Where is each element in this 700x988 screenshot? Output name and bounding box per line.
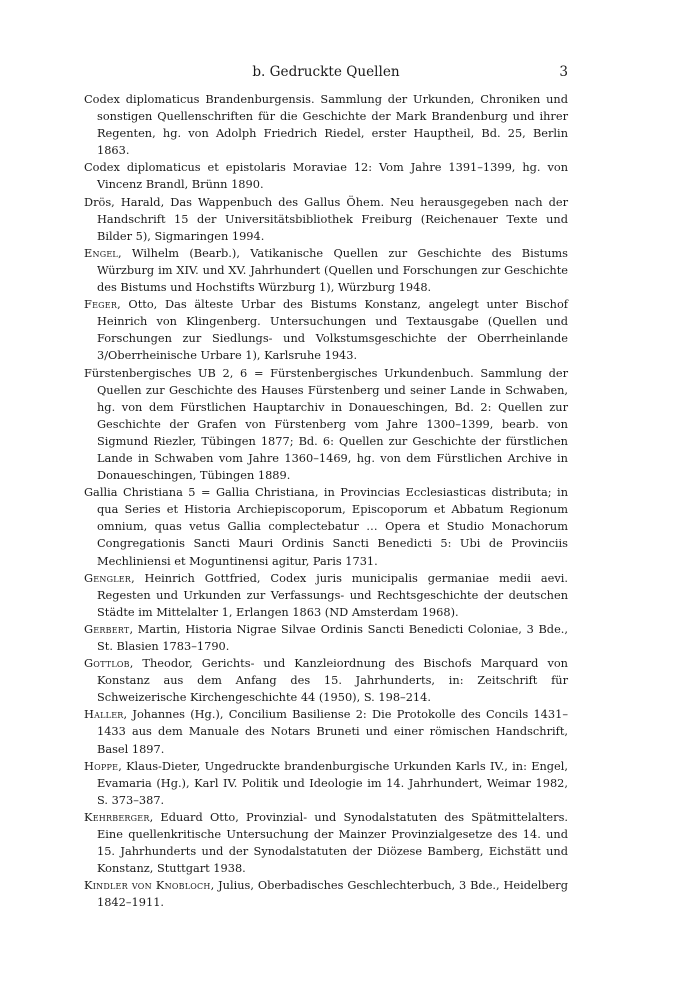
- entry-text: , Klaus-Dieter, Ungedruckte brandenburgische Urkunden Karls IV., in: Engel, Evamaria (Hg.), Karl IV. Politik und Ideologie im 14. Jahrhundert, Weimar 1982, S. 373–387.: [97, 758, 568, 807]
- entry-text: Drös, Harald, Das Wappenbuch des Gallus Öhem. Neu herausgegeben nach der Handschrift 15 der Universitätsbibliothek Freiburg (Reichenauer Texte und Bilder 5), Sigmaringen 1994.: [84, 194, 568, 243]
- bibliography-entry: [84, 570, 568, 621]
- bibliography-entry: [84, 365, 568, 485]
- bibliography-entry: [84, 484, 568, 569]
- entry-text: , Eduard Otto, Provinzial- und Synodalstatuten des Spätmittelalters. Eine quellenkritische Untersuchung der Mainzer Provinzialgesetze des 14. und 15. Jahrhunderts und der Synodalstatuten der Diözese Bamberg, Eichstätt und Konstanz, Stuttgart 1938.: [97, 809, 568, 876]
- bibliography-entry: [84, 159, 568, 193]
- entry-text: , Otto, Das älteste Urbar des Bistums Konstanz, angelegt unter Bischof Heinrich von Klingenberg. Untersuchungen und Textausgabe (Quellen und Forschungen zur Siedlungs- und Volkstumsgeschichte der Oberrheinlande 3/Oberrheinische Urbare 1), Karlsruhe 1943.: [97, 297, 568, 363]
- entry-text: Gallia Christiana 5 = Gallia Christiana, in Provincias Ecclesiasticas distributa; in qua Series et Historia Archiepiscoporum, Episcoporum et Abbatum Regionum omnium, quas vetus Gallia complectebatur … Opera et Studio Monachorum Congregationis Sancti Mauri Ordinis Sancti Benedicti 5: Ubi de Provinciis Mechliniensi et Moguntinensi agitur, Paris 1731.: [84, 485, 568, 568]
- bibliography-list: [84, 91, 568, 912]
- entry-text: , Julius, Oberbadisches Geschlechterbuch, 3 Bde., Heidelberg 1842–1911.: [97, 878, 568, 910]
- entry-text: , Heinrich Gottfried, Codex juris municipalis germaniae medii aevi. Regesten und Urkunden zur Verfassungs- und Rechtsgeschichte der deutschen Städte im Mittelalter 1, Erlangen 1863 (ND Amsterdam 1968).: [97, 570, 568, 619]
- running-head: b. Gedruckte Quellen: [252, 64, 400, 80]
- page-header: [84, 62, 568, 82]
- entry-text: , Johannes (Hg.), Concilium Basiliense 2: Die Protokolle des Concils 1431–1433 aus dem Manuale des Notars Bruneti und einer römischen Handschrift, Basel 1897.: [97, 707, 568, 756]
- entry-text: Codex diplomaticus et epistolaris Moraviae 12: Vom Jahre 1391–1399, hg. von Vincenz Brandl, Brünn 1890.: [84, 160, 568, 192]
- entry-author: Engel: [84, 245, 118, 260]
- entry-text: Fürstenbergisches UB 2, 6 = Fürstenbergisches Urkundenbuch. Sammlung der Quellen zur Geschichte des Hauses Fürstenberg und seiner Lande in Schwaben, hg. von dem Fürstlichen Hauptarchiv in Donaueschingen, Bd. 2: Quellen zur Geschichte der Grafen von Fürstenberg vom Jahre 1300–1399, bearb. von Sigmund Riezler, Tübingen 1877; Bd. 6: Quellen zur Geschichte der fürstlichen Lande in Schwaben vom Jahre 1360–1469, hg. von dem Fürstlichen Archive in Donaueschingen, Tübingen 1889.: [84, 365, 568, 483]
- bibliography-entry: [84, 706, 568, 757]
- entry-author: Hoppe: [84, 758, 119, 773]
- entry-text: , Theodor, Gerichts- und Kanzleiordnung des Bischofs Marquard von Konstanz aus dem Anfang des 15. Jahrhunderts, in: Zeitschrift für Schweizerische Kirchengeschichte 44 (1950), S. 198–214.: [97, 656, 568, 705]
- entry-author: Feger: [84, 297, 118, 312]
- bibliography-entry: [84, 91, 568, 159]
- entry-author: Haller: [84, 707, 124, 722]
- bibliography-entry: [84, 809, 568, 877]
- bibliography-entry: [84, 655, 568, 706]
- bibliography-entry: [84, 245, 568, 296]
- entry-text: Codex diplomaticus Brandenburgensis. Sammlung der Urkunden, Chroniken und sonstigen Quellenschriften für die Geschichte der Mark Brandenburg und ihrer Regenten, hg. von Adolph Friedrich Riedel, erster Hauptheil, Bd. 25, Berlin 1863.: [84, 92, 568, 158]
- bibliography-entry: [84, 296, 568, 364]
- entry-text: , Wilhelm (Bearb.), Vatikanische Quellen zur Geschichte des Bistums Würzburg im XIV. und XV. Jahrhundert (Quellen und Forschungen zur Geschichte des Bistums und Hochstifts Würzburg 1), Würzburg 1948.: [97, 245, 568, 295]
- entry-author: Kindler von Knobloch: [84, 878, 211, 893]
- entry-text: , Martin, Historia Nigrae Silvae Ordinis Sancti Benedicti Coloniae, 3 Bde., St. Blasien 1783–1790.: [97, 621, 568, 653]
- entry-author: Gengler: [84, 570, 132, 585]
- page-number: 3: [559, 64, 568, 80]
- bibliography-entry: [84, 877, 568, 911]
- entry-author: Kehrberger: [84, 809, 150, 824]
- entry-author: Gottlob: [84, 656, 130, 671]
- bibliography-entry: [84, 621, 568, 655]
- bibliography-entry: [84, 194, 568, 245]
- bibliography-entry: [84, 758, 568, 809]
- entry-author: Gerbert: [84, 621, 130, 636]
